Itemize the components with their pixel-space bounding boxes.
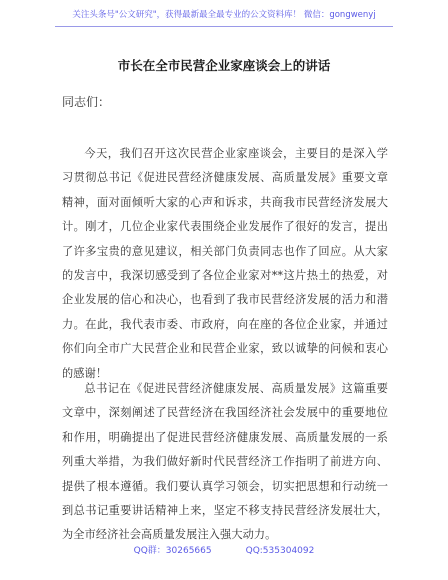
document-title: 市长在全市民营企业家座谈会上的讲话 [117,58,331,73]
body-paragraph: 今天，我们召开这次民营企业家座谈会，主要目的是深入学习贯彻总书记《促进民营经济健康发展、高质量发展》重要文章精神，面对面倾听大家的心声和诉求，共商我市民营经济发展大计。刚才，几位企业家代表围绕企业发展作了很好的发言，提出了许多宝贵的意见建议，相关部门负责同志也作了回应。从大家的发言中，我深切感受到了各位企业家对**这片热土的热爱，对企业发展的信心和决心，也看到了我市民营经济发展的活力和潜力。在此，我代表市委、市政府，向在座的各位企业家，并通过你们向全市广大民营企业和民营企业家，致以诚挚的问候和衷心的感谢！ [62,147,388,380]
footer-contact [0,543,448,556]
header-divider [55,26,393,27]
footer-qq-number: QQ:535304092 [245,546,315,556]
header-banner: 关注头条号"公文研究"，获得最新最全最专业的公文资料库！ 微信：gongwenyj [72,10,376,20]
body-paragraph: 总书记在《促进民营经济健康发展、高质量发展》这篇重要文章中，深刻阐述了民营经济在我国经济社会发展中的重要地位和作用，明确提出了促进民营经济健康发展、高质量发展的一系列重大举措，为我们做好新时代民营经济工作指明了前进方向、提供了根本遵循。我们要认真学习领会，切实把思想和行动统一到总书记重要讲话精神上来，坚定不移支持民营经济发展壮大，为全市经济社会高质量发展注入强大动力。 [62,382,388,542]
footer-qq-group: QQ群：30265665 [133,546,212,556]
salutation: 同志们： [62,95,111,109]
